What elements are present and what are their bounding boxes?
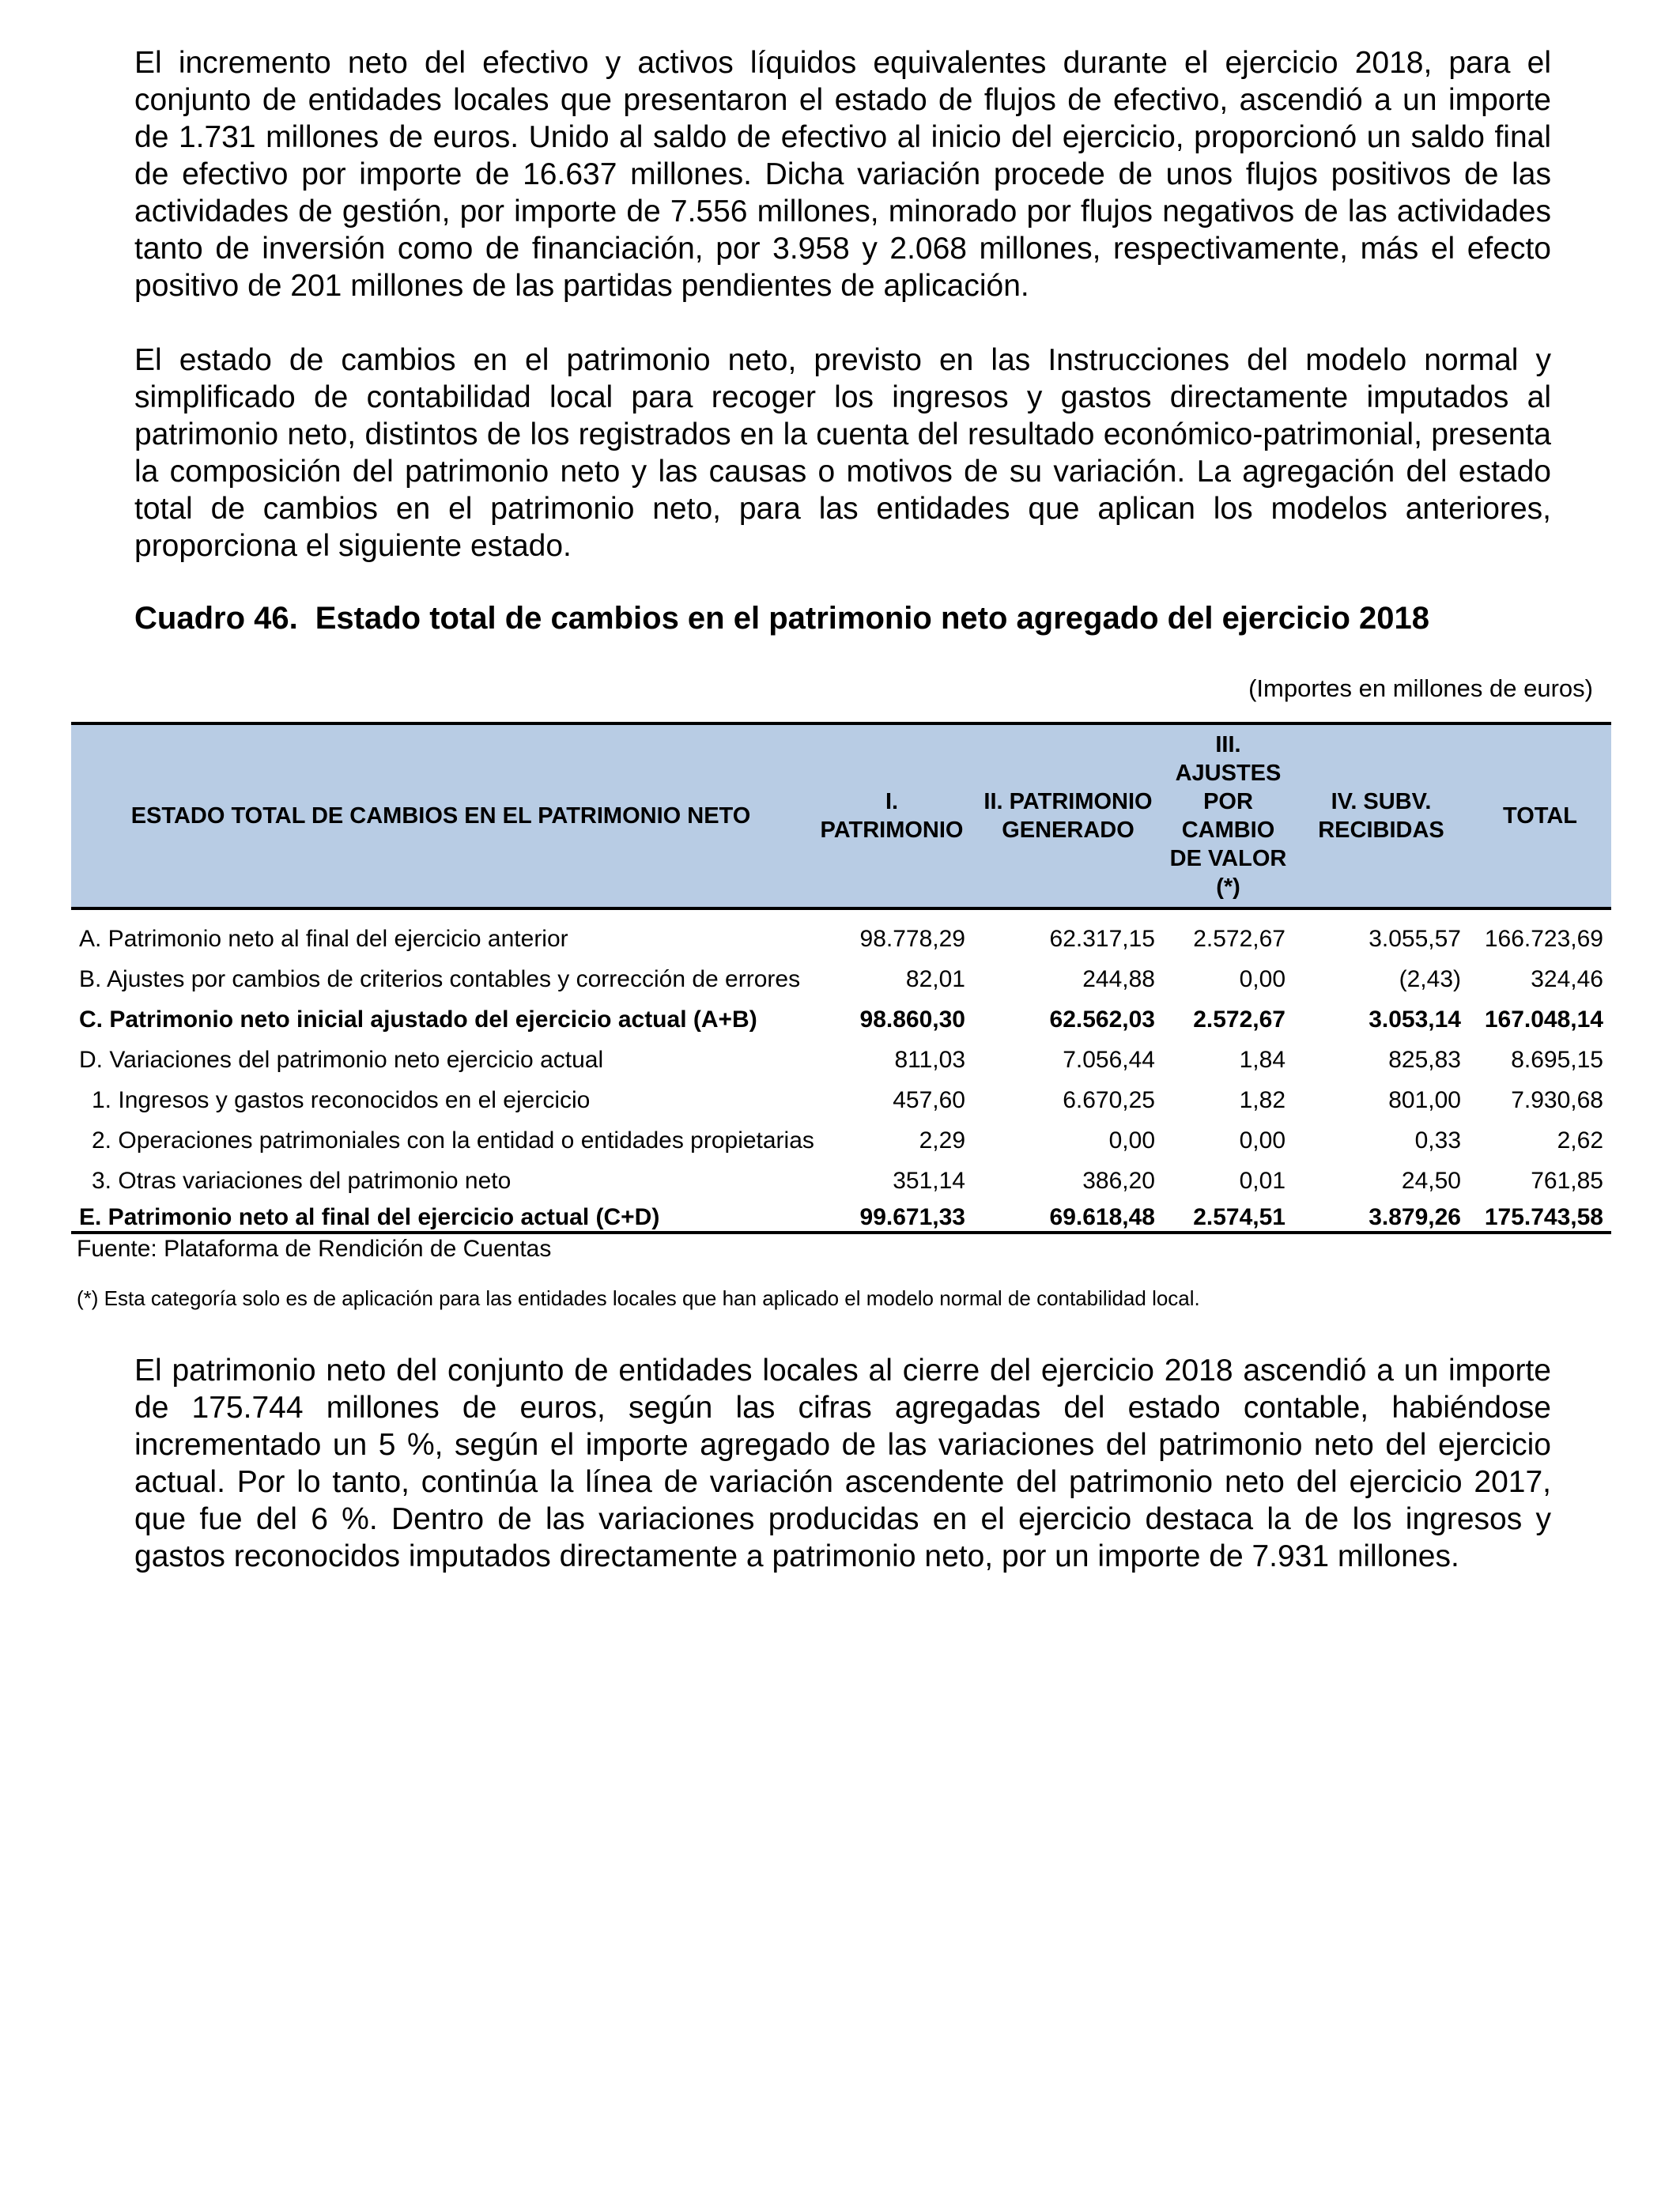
cell-subvenciones: 3.055,57 xyxy=(1369,926,1461,952)
cell-patrimonio: 811,03 xyxy=(894,1047,965,1073)
header-patrimonio: I. PATRIMONIO xyxy=(810,723,973,908)
table-caption xyxy=(134,601,1429,636)
table-caption-number: Cuadro 46. xyxy=(134,601,298,636)
cell-ajustes: 0,01 xyxy=(1239,1168,1285,1194)
table-row xyxy=(71,908,1611,953)
table-row-total xyxy=(71,1195,1611,1233)
cell-total: 324,46 xyxy=(1531,966,1603,992)
cell-ajustes: 0,00 xyxy=(1239,1127,1285,1154)
table-row xyxy=(71,1114,1611,1154)
header-ajustes-line: DE VALOR xyxy=(1169,846,1287,871)
header-total: TOTAL xyxy=(1469,723,1611,908)
table-caption-title: Estado total de cambios en el patrimonio neto agregado del ejercicio 2018 xyxy=(315,601,1429,636)
table-units-note: (Importes en millones de euros) xyxy=(1248,674,1593,702)
row-label: 1. Ingresos y gastos reconocidos en el ejercicio xyxy=(92,1087,591,1113)
cell-patrimonio: 82,01 xyxy=(905,966,965,992)
cell-ajustes: 0,00 xyxy=(1239,966,1285,992)
paragraph-cash-flow: El incremento neto del efectivo y activos líquidos equivalentes durante el ejercicio 2018, para el conjunto de entidades locales que presentaron el estado de flujos de efectivo, ascendió a un importe de 1.731 millones de euros. Unido al saldo de efectivo al inicio del ejercicio, proporcionó un saldo final de efectivo por importe de 16.637 millones. Dicha variación procede de unos flujos positivos de las actividades de gestión, por importe de 7.556 millones, minorado por flujos negativos de las actividades tanto de inversión como de financiación, por 3.958 y 2.068 millones, respectivamente, más el efecto positivo de 201 millones de las partidas pendientes de aplicación. xyxy=(134,46,1551,303)
header-ajustes-line: (*) xyxy=(1216,874,1240,900)
table-row xyxy=(71,1074,1611,1114)
cell-subvenciones: (2,43) xyxy=(1399,966,1461,992)
header-subvenciones-line: RECIBIDAS xyxy=(1318,818,1444,843)
row-label: E. Patrimonio neto al final del ejercicio actual (C+D) xyxy=(71,1195,810,1233)
cell-patrimonio: 99.671,33 xyxy=(810,1195,973,1233)
cell-subvenciones: 825,83 xyxy=(1388,1047,1461,1073)
header-patrimonio-generado-line: II. PATRIMONIO xyxy=(983,789,1153,814)
cell-total: 761,85 xyxy=(1531,1168,1603,1194)
cell-patrimonio: 98.778,29 xyxy=(859,926,965,952)
cell-patrimonio-generado: 0,00 xyxy=(1108,1127,1155,1154)
table-row xyxy=(71,1154,1611,1195)
table-source: Fuente: Plataforma de Rendición de Cuentas xyxy=(77,1236,552,1262)
table-footnote: (*) Esta categoría solo es de aplicación para las entidades locales que han aplicado el modelo normal de contabilidad local. xyxy=(77,1286,1200,1310)
cell-total: 175.743,58 xyxy=(1469,1195,1611,1233)
cell-patrimonio-generado: 69.618,48 xyxy=(973,1195,1163,1233)
cell-total: 167.048,14 xyxy=(1484,1006,1603,1033)
header-ajustes-line: CAMBIO xyxy=(1181,818,1275,843)
table-row-subtotal xyxy=(71,993,1611,1033)
paragraph-net-equity-summary: El patrimonio neto del conjunto de entidades locales al cierre del ejercicio 2018 ascendió a un importe de 175.744 millones de euros, según las cifras agregadas del estado contable, habiéndose incrementado un 5 %, según el importe agregado de las variaciones del patrimonio neto del ejercicio actual. Por lo tanto, continúa la línea de variación ascendente del patrimonio neto del ejercicio 2017, que fue del 6 %. Dentro de las variaciones producidas en el ejercicio destaca la de los ingresos y gastos reconocidos imputados directamente a patrimonio neto, por un importe de 7.931 millones. xyxy=(134,1354,1551,1573)
cell-subvenciones: 24,50 xyxy=(1401,1168,1461,1194)
cell-ajustes: 2.572,67 xyxy=(1193,1006,1285,1033)
cell-ajustes: 2.574,51 xyxy=(1163,1195,1293,1233)
cell-patrimonio-generado: 7.056,44 xyxy=(1063,1047,1155,1073)
row-label: 3. Otras variaciones del patrimonio neto xyxy=(92,1168,512,1194)
cell-total: 2,62 xyxy=(1557,1127,1603,1154)
cell-patrimonio-generado: 386,20 xyxy=(1082,1168,1155,1194)
header-patrimonio-generado-line: GENERADO xyxy=(1002,818,1134,843)
cell-patrimonio: 351,14 xyxy=(893,1168,965,1194)
row-label: D. Variaciones del patrimonio neto ejercicio actual xyxy=(79,1047,604,1073)
cell-patrimonio: 98.860,30 xyxy=(859,1006,965,1033)
table-header-row xyxy=(71,723,1611,908)
cell-patrimonio-generado: 6.670,25 xyxy=(1063,1087,1155,1113)
row-label: B. Ajustes por cambios de criterios contables y corrección de errores xyxy=(79,966,801,992)
header-subvenciones xyxy=(1293,723,1469,908)
cell-patrimonio-generado: 62.562,03 xyxy=(1049,1006,1155,1033)
cell-patrimonio-generado: 62.317,15 xyxy=(1049,926,1155,952)
cell-patrimonio: 457,60 xyxy=(893,1087,965,1113)
table-row xyxy=(71,1033,1611,1074)
header-ajustes-cambio-valor xyxy=(1163,723,1293,908)
cell-total: 166.723,69 xyxy=(1484,926,1603,952)
header-ajustes-line: AJUSTES xyxy=(1175,761,1282,786)
row-label: 2. Operaciones patrimoniales con la entidad o entidades propietarias xyxy=(92,1127,814,1154)
cell-total: 7.930,68 xyxy=(1511,1087,1603,1113)
cell-subvenciones: 801,00 xyxy=(1388,1087,1461,1113)
cell-subvenciones: 3.053,14 xyxy=(1369,1006,1461,1033)
header-subvenciones-line: IV. SUBV. xyxy=(1331,789,1432,814)
header-patrimonio-generado xyxy=(973,723,1163,908)
row-label: C. Patrimonio neto inicial ajustado del ejercicio actual (A+B) xyxy=(79,1006,757,1033)
paragraph-equity-statement: El estado de cambios en el patrimonio neto, previsto en las Instrucciones del modelo normal y simplificado de contabilidad local para recoger los ingresos y gastos directamente imputados al patrimonio neto, distintos de los registrados en la cuenta del resultado económico-patrimonial, presenta la composición del patrimonio neto y las causas o motivos de su variación. La agregación del estado total de cambios en el patrimonio neto, para las entidades que aplican los modelos anteriores, proporciona el siguiente estado. xyxy=(134,343,1551,563)
cell-total: 8.695,15 xyxy=(1511,1047,1603,1073)
cell-ajustes: 1,82 xyxy=(1239,1087,1285,1113)
table-row xyxy=(71,953,1611,993)
cell-patrimonio: 2,29 xyxy=(919,1127,965,1154)
equity-changes-table xyxy=(71,722,1611,1234)
cell-subvenciones: 3.879,26 xyxy=(1293,1195,1469,1233)
cell-ajustes: 2.572,67 xyxy=(1193,926,1285,952)
cell-subvenciones: 0,33 xyxy=(1414,1127,1461,1154)
header-ajustes-line: III. xyxy=(1215,732,1241,757)
header-concept: ESTADO TOTAL DE CAMBIOS EN EL PATRIMONIO NETO xyxy=(71,723,810,908)
cell-patrimonio-generado: 244,88 xyxy=(1082,966,1155,992)
header-ajustes-line: POR xyxy=(1203,789,1253,814)
row-label: A. Patrimonio neto al final del ejercicio anterior xyxy=(79,926,568,952)
cell-ajustes: 1,84 xyxy=(1239,1047,1285,1073)
